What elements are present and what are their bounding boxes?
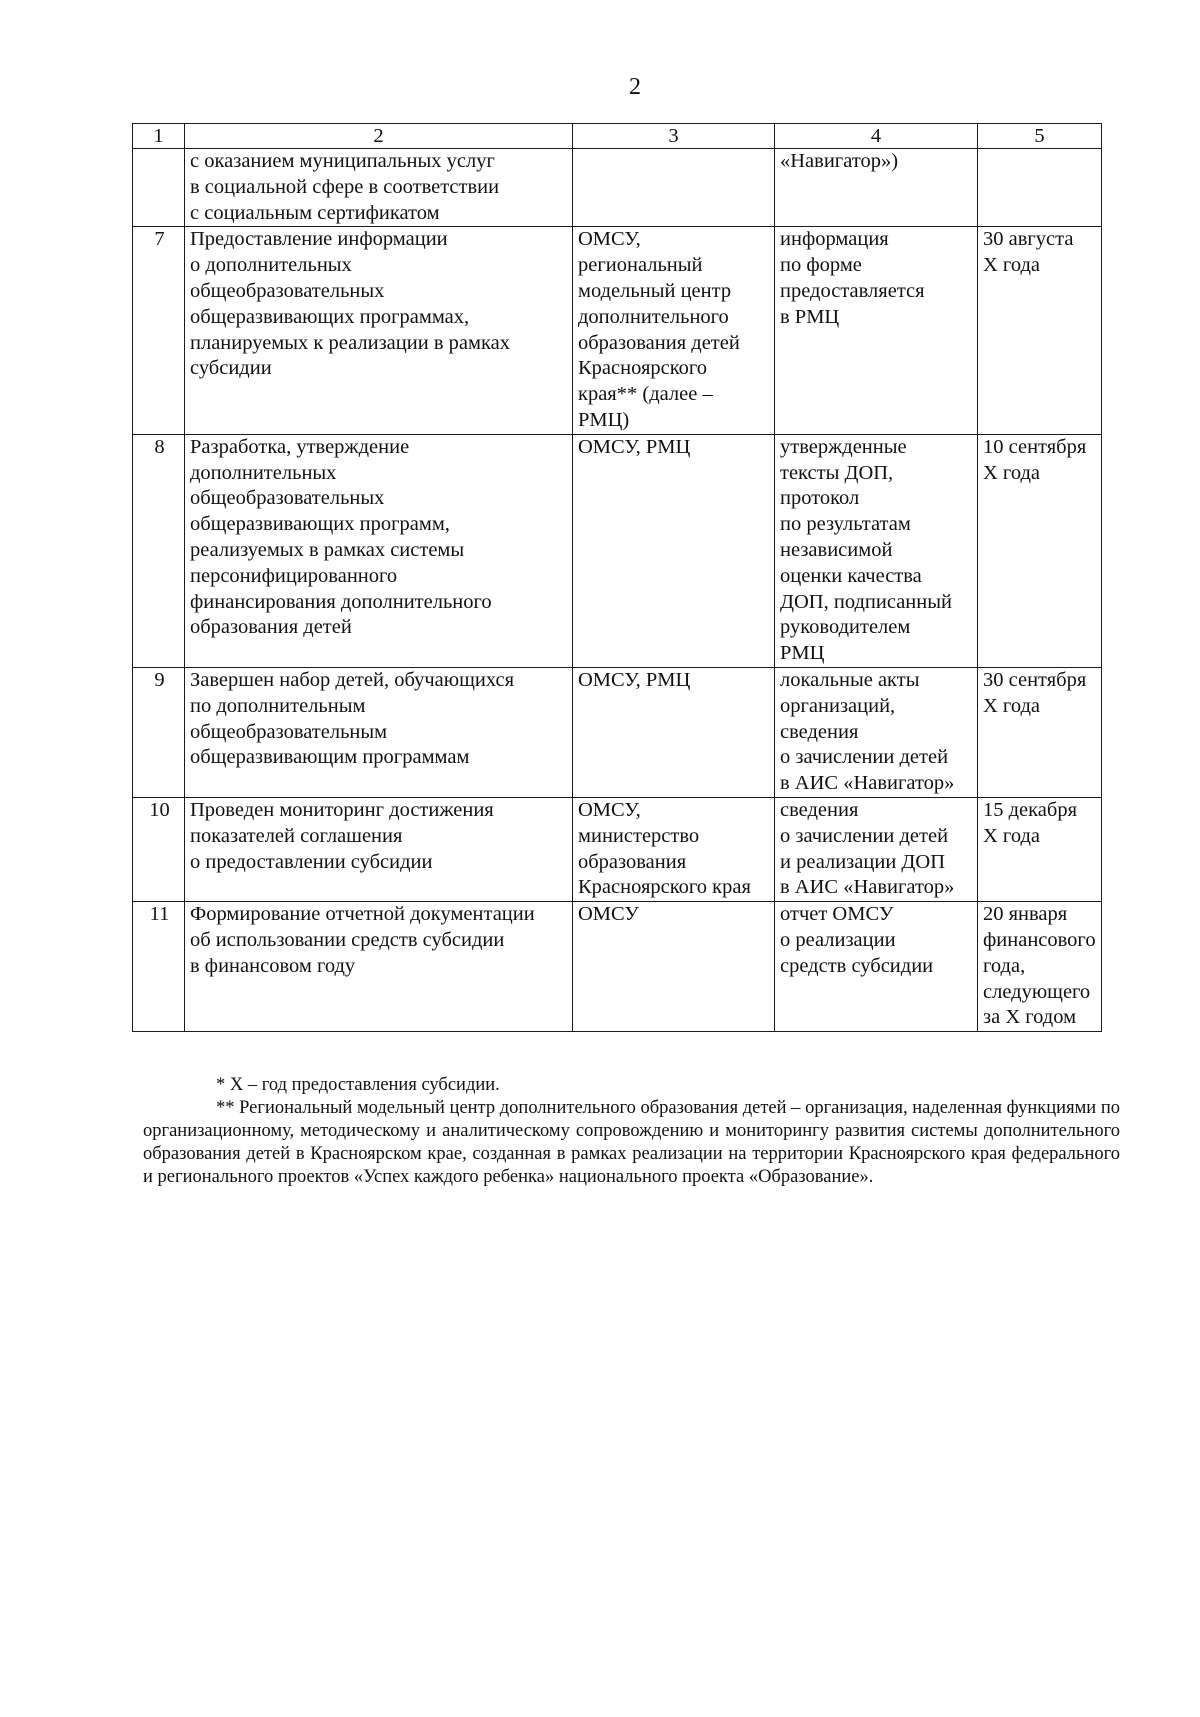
row-event: Завершен набор детей, обучающихся по дополнительным общеобразовательным общеразвивающим программам: [185, 667, 573, 797]
row-deadline: 20 января финансового года, следующего за X годом: [978, 902, 1102, 1032]
page-number: 2: [629, 74, 641, 100]
row-event: с оказанием муниципальных услуг в социальной сфере в соответствии с социальным сертификатом: [185, 149, 573, 227]
row-document: информация по форме предоставляется в РМЦ: [775, 227, 978, 434]
row-responsible: ОМСУ: [573, 902, 775, 1032]
row-document: сведения о зачислении детей и реализации ДОП в АИС «Навигатор»: [775, 797, 978, 901]
row-deadline: 15 декабря X года: [978, 797, 1102, 901]
column-header-event: 2: [185, 124, 573, 149]
row-number: 11: [133, 902, 185, 1032]
table-row: [133, 797, 1102, 901]
row-document: отчет ОМСУ о реализации средств субсидии: [775, 902, 978, 1032]
row-number: 9: [133, 667, 185, 797]
column-header-deadline: 5: [978, 124, 1102, 149]
table-row: [133, 227, 1102, 434]
row-number: 8: [133, 434, 185, 667]
footnote-year: * X – год предоставления субсидии.: [216, 1075, 500, 1095]
row-event: Разработка, утверждение дополнительных общеобразовательных общеразвивающих программ, реализуемых в рамках системы персонифицированного финансирования дополнительного образования детей: [185, 434, 573, 667]
row-number: 7: [133, 227, 185, 434]
row-responsible: ОМСУ, региональный модельный центр дополнительного образования детей Красноярского края** (далее – РМЦ): [573, 227, 775, 434]
column-header-number: 1: [133, 124, 185, 149]
row-document: локальные акты организаций, сведения о зачислении детей в АИС «Навигатор»: [775, 667, 978, 797]
row-deadline: [978, 149, 1102, 227]
table-row: [133, 667, 1102, 797]
row-deadline: 30 сентября X года: [978, 667, 1102, 797]
row-event: Предоставление информации о дополнительных общеобразовательных общеразвивающих программах, планируемых к реализации в рамках субсидии: [185, 227, 573, 434]
row-number: 10: [133, 797, 185, 901]
row-responsible: ОМСУ, РМЦ: [573, 434, 775, 667]
row-event: Проведен мониторинг достижения показателей соглашения о предоставлении субсидии: [185, 797, 573, 901]
row-responsible: [573, 149, 775, 227]
table-row: [133, 434, 1102, 667]
column-header-responsible: 3: [573, 124, 775, 149]
table-row: [133, 902, 1102, 1032]
column-header-document: 4: [775, 124, 978, 149]
table-header-row: [133, 124, 1102, 149]
row-number: [133, 149, 185, 227]
footnote-rmc: ** Региональный модельный центр дополнительного образования детей – организация, наделенная функциями по организационному, методическому и аналитическому сопровождению и мониторингу развития системы дополнительного образования детей в Красноярском крае, созданная в рамках реализации на территории Красноярского края федерального и регионального проектов «Успех каждого ребенка» национального проекта «Образование».: [143, 1098, 1120, 1187]
events-table: [132, 123, 1102, 1032]
row-document: утвержденные тексты ДОП, протокол по результатам независимой оценки качества ДОП, подписанный руководителем РМЦ: [775, 434, 978, 667]
row-deadline: 10 сентября X года: [978, 434, 1102, 667]
footnotes: [143, 1074, 1120, 1189]
row-deadline: 30 августа X года: [978, 227, 1102, 434]
table-row: [133, 149, 1102, 227]
row-document: «Навигатор»): [775, 149, 978, 227]
row-responsible: ОМСУ, министерство образования Красноярского края: [573, 797, 775, 901]
row-responsible: ОМСУ, РМЦ: [573, 667, 775, 797]
row-event: Формирование отчетной документации об использовании средств субсидии в финансовом году: [185, 902, 573, 1032]
